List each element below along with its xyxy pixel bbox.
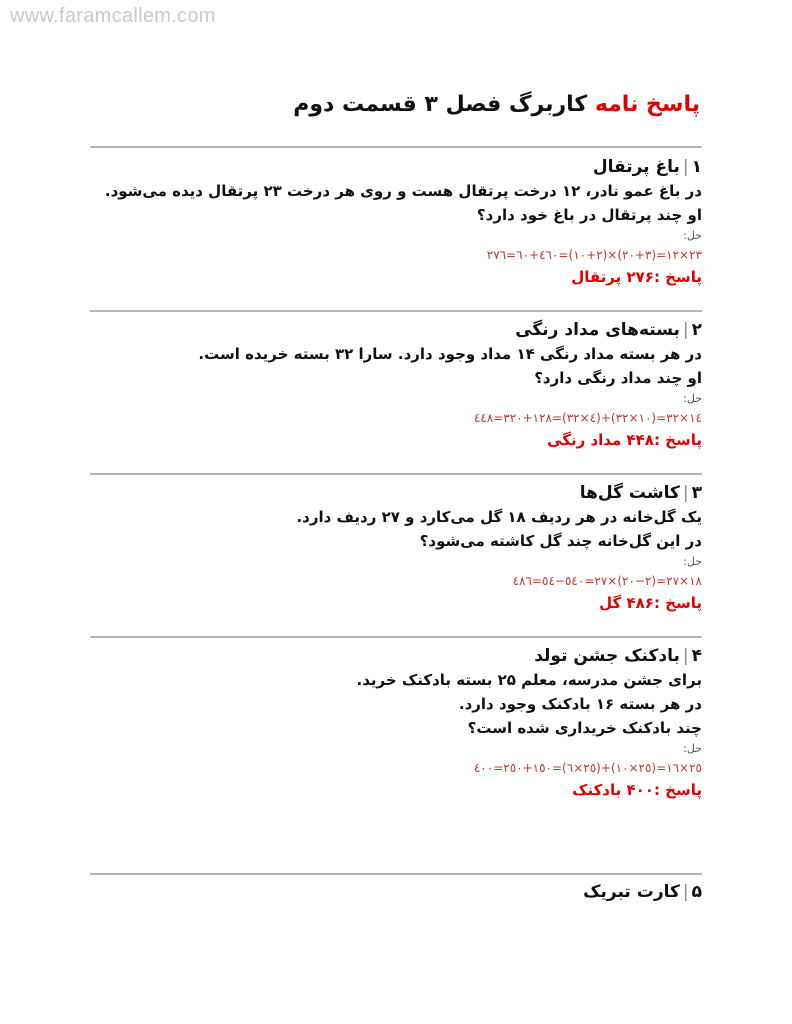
problem-heading (90, 644, 702, 668)
problem-separator: | (682, 320, 689, 340)
problem-title: بسته‌های مداد رنگی (515, 320, 680, 340)
problem-text: در هر بسته مداد رنگی ۱۴ مداد وجود دارد. سارا ۳۲ بسته خریده است. (198, 345, 702, 363)
problem-title: بادکنک جشن تولد (534, 646, 680, 666)
problem-text: یک گل‌خانه در هر ردیف ۱۸ گل می‌کارد و ۲۷ ردیف دارد. (296, 508, 702, 526)
section-divider (90, 473, 702, 475)
solution-calculation: ۱۸×۲۷=(۲۰−۲)×۲۷=٥٤۰−٥٤=٤۸٦ (512, 574, 702, 588)
answer: پاسخ :۴۸۶ گل (599, 594, 702, 612)
solution-calculation: ۲٥×۱٦=(۲٥×۱۰)+(۲٥×٦)=۲٥۰+۱٥۰=٤۰۰ (473, 761, 702, 775)
problem-title: کاشت گل‌ها (579, 483, 680, 503)
problem-question: در این گل‌خانه چند گل کاشته می‌شود؟ (419, 532, 702, 550)
section-divider (90, 636, 702, 638)
answer: پاسخ :۲۷۶ پرتقال (571, 268, 702, 286)
section-divider (90, 873, 702, 875)
watermark: www.faramcallem.com (10, 5, 216, 27)
problem-heading (90, 481, 702, 505)
problem-5 (90, 880, 702, 904)
solution-label: حل: (683, 555, 702, 568)
problem-heading (90, 318, 702, 342)
page-title-worksheet: کاربرگ فصل ۳ قسمت دوم (293, 92, 588, 117)
problem-separator: | (682, 157, 689, 177)
section-divider (90, 146, 702, 148)
solution-label: حل: (683, 392, 702, 405)
solution-label: حل: (683, 742, 702, 755)
problem-separator: | (682, 646, 689, 666)
problem-question: او چند پرتقال در باغ خود دارد؟ (476, 206, 702, 224)
solution-calculation: ۲۳×۱۲=(۲۰+۳)×(۱۰+۲)=٤٦۰+٦۰=۲۷٦ (486, 248, 702, 262)
solution-calculation: ۱٤×۳۲=(۱۰×۳۲)+(٤×۳۲)=۳۲۰+۱۲۸=٤٤۸ (473, 411, 702, 425)
page-title-answer-sheet: پاسخ نامه (594, 92, 700, 117)
problem-2 (90, 318, 702, 452)
problem-number: ۴ (691, 646, 702, 666)
page-title (293, 92, 700, 117)
problem-text: در باغ عمو نادر، ۱۲ درخت پرتقال هست و روی هر درخت ۲۳ پرتقال دیده می‌شود. (104, 182, 702, 200)
section-divider (90, 310, 702, 312)
problem-number: ۵ (691, 882, 702, 902)
problem-heading (90, 155, 702, 179)
problem-separator: | (682, 483, 689, 503)
answer: پاسخ :۴۴۸ مداد رنگی (547, 431, 702, 449)
problem-4 (90, 644, 702, 802)
problem-3 (90, 481, 702, 615)
problem-title: باغ پرتقال (592, 157, 680, 177)
problem-title: کارت تبریک (583, 882, 680, 902)
problem-1 (90, 155, 702, 289)
problem-heading (90, 880, 702, 904)
problem-question: او چند مداد رنگی دارد؟ (534, 369, 702, 387)
problem-separator: | (682, 882, 689, 902)
problem-number: ۳ (691, 483, 702, 503)
problem-text: در هر بسته ۱۶ بادکنک وجود دارد. (458, 695, 702, 713)
problem-number: ۲ (691, 320, 702, 340)
problem-text: برای جشن مدرسه، معلم ۲۵ بسته بادکنک خرید. (356, 671, 702, 689)
solution-label: حل: (683, 229, 702, 242)
answer: پاسخ :۴۰۰ بادکنک (572, 781, 702, 799)
problem-question: چند بادکنک خریداری شده است؟ (467, 719, 702, 737)
problem-number: ۱ (691, 157, 702, 177)
